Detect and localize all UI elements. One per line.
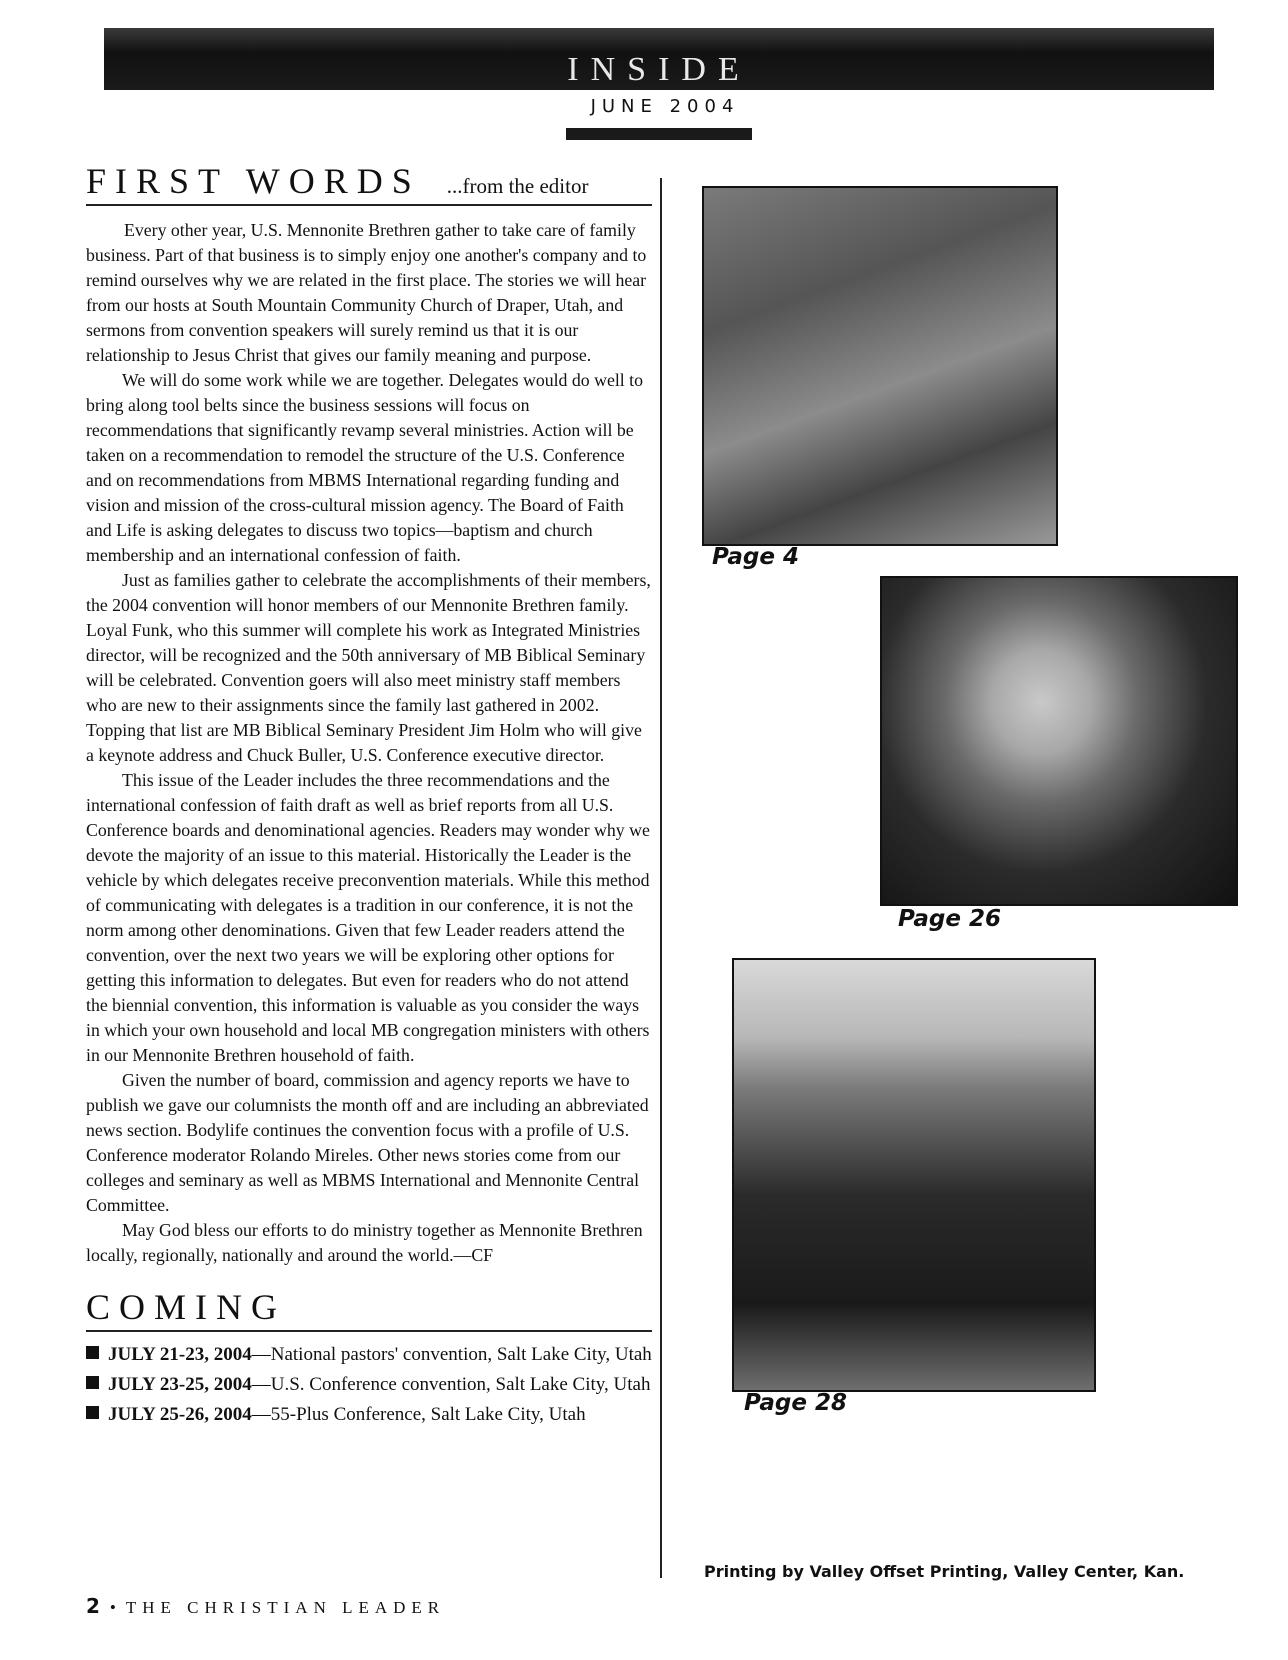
coming-heading (86, 1286, 652, 1332)
editorial-paragraph: Every other year, U.S. Mennonite Brethren gather to take care of family business. Part of that business is to simply enjoy one another's company and to remind ourselves why we are related in the first place. The stories we will hear from our hosts at South Mountain Community Church of Draper, Utah, and sermons from convention speakers will surely remind us that it is our relationship to Jesus Christ that gives our family meaning and purpose. (86, 220, 647, 365)
event-text: —National pastors' convention, Salt Lake City, Utah (251, 1344, 652, 1365)
first-words-heading (86, 160, 652, 206)
event-date: JULY 25-26, 2004 (108, 1404, 252, 1425)
photo-caption-page-28: Page 28 (744, 1390, 847, 1416)
photo-bible-toolbelt (702, 186, 1058, 546)
printing-credit: Printing by Valley Offset Printing, Valley Center, Kan. (704, 1562, 1185, 1581)
photo-caption-page-4: Page 4 (712, 544, 799, 570)
event-item (86, 1402, 652, 1427)
page-footer (86, 1594, 445, 1618)
event-item (86, 1372, 652, 1397)
editorial-body (86, 218, 652, 1268)
footer-separator: • (109, 1598, 116, 1617)
editorial-paragraph: Just as families gather to celebrate the accomplishments of their members, the 2004 convention will honor members of our Mennonite Brethren family. Loyal Funk, who this summer will complete his work as Integrated Ministries director, will be recognized and the 50th anniversary of MB Biblical Seminary will be celebrated. Convention goers will also meet ministry staff members who are new to their assignments since the family last gathered in 2002. Topping that list are MB Biblical Seminary President Jim Holm who will give a keynote address and Chuck Buller, U.S. Conference executive director. (86, 570, 651, 765)
events-list (86, 1342, 652, 1427)
left-column (86, 160, 652, 1432)
issue-date: JUNE 2004 (590, 96, 740, 117)
first-words-title: FIRST WORDS (86, 161, 421, 201)
date-underline-bar (566, 128, 752, 140)
event-text: —U.S. Conference convention, Salt Lake City, Utah (251, 1374, 651, 1395)
publication-name: THE CHRISTIAN LEADER (125, 1598, 446, 1617)
square-bullet-icon (86, 1346, 99, 1359)
editorial-paragraph: We will do some work while we are together. Delegates would do well to bring along tool belts since the business sessions will focus on recommendations that significantly revamp several ministries. Action will be taken on a recommendation to remodel the structure of the U.S. Conference and on recommendations from MBMS International regarding funding and vision and mission of the cross-cultural mission agency. The Board of Faith and Life is asking delegates to discuss two topics—baptism and church membership and an international confession of faith. (86, 370, 644, 565)
inside-banner: INSIDE (104, 28, 1214, 90)
square-bullet-icon (86, 1376, 99, 1389)
event-text: —55-Plus Conference, Salt Lake City, Utah (251, 1404, 586, 1425)
editorial-paragraph: Given the number of board, commission and agency reports we have to publish we gave our columnists the month off and are including an abbreviated news section. Bodylife continues the convention focus with a profile of U.S. Conference moderator Rolando Mireles. Other news stories come from our colleges and seminary as well as MBMS International and Mennonite Central Committee. (86, 1070, 649, 1215)
photo-portrait-man (880, 576, 1238, 906)
coming-title: COMING (86, 1287, 287, 1327)
photo-graduation-procession (732, 958, 1096, 1392)
event-date: JULY 23-25, 2004 (108, 1374, 252, 1395)
event-date: JULY 21-23, 2004 (108, 1344, 252, 1365)
editorial-paragraph: May God bless our efforts to do ministry together as Mennonite Brethren locally, regionally, nationally and around the world.—CF (86, 1220, 643, 1265)
square-bullet-icon (86, 1406, 99, 1419)
photo-caption-page-26: Page 26 (898, 906, 1001, 932)
first-words-subtitle: ...from the editor (446, 174, 589, 198)
column-divider (660, 178, 662, 1578)
page-number: 2 (86, 1594, 100, 1618)
editorial-paragraph: This issue of the Leader includes the three recommendations and the international confession of faith draft as well as brief reports from all U.S. Conference boards and denominational agencies. Readers may wonder why we devote the majority of an issue to this material. Historically the Leader is the vehicle by which delegates receive preconvention materials. While this method of communicating with delegates is a tradition in our conference, it is not the norm among other denominations. Given that few Leader readers attend the convention, over the next two years we will be exploring other options for getting this information to delegates. But even for readers who do not attend the biennial convention, this information is valuable as you consider the ways in which your own household and local MB congregation ministers with others in our Mennonite Brethren household of faith. (86, 770, 650, 1065)
event-item (86, 1342, 652, 1367)
